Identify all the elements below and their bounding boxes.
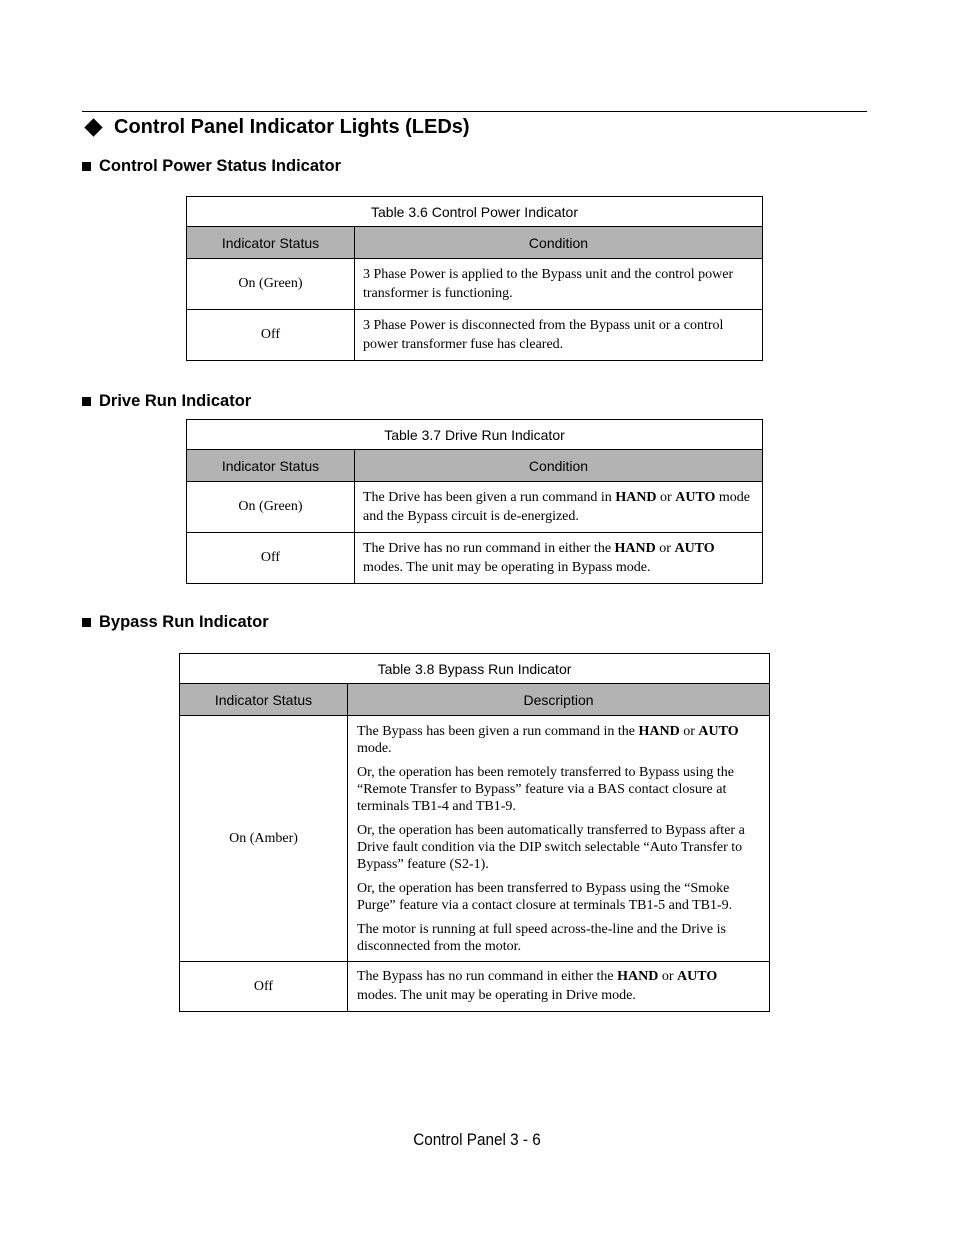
condition-cell: The Drive has been given a run command in HAND or AUTO mode and the Bypass circuit is de-energized. <box>355 482 763 533</box>
column-header-status: Indicator Status <box>180 684 348 716</box>
description-paragraph: Or, the operation has been automatically transferred to Bypass after a Drive fault condition via the DIP switch selectable “Auto Transfer to Bypass” feature (S2-1). <box>357 822 745 872</box>
description-paragraph: The motor is running at full speed across-the-line and the Drive is disconnected from the motor. <box>357 921 726 954</box>
condition-cell: 3 Phase Power is applied to the Bypass unit and the control power transformer is functioning. <box>355 259 763 310</box>
table-row <box>187 310 763 361</box>
description-cell: The Bypass has no run command in either the HAND or AUTO modes. The unit may be operating in Drive mode. <box>348 962 770 1012</box>
square-bullet-icon <box>82 162 91 171</box>
table-caption: Table 3.6 Control Power Indicator <box>187 197 763 227</box>
subsection-heading-drive-run <box>82 391 251 411</box>
subsection-heading-control-power <box>82 156 341 176</box>
table-drive-run-indicator <box>186 419 763 584</box>
section-heading <box>82 114 470 140</box>
subsection-title: Bypass Run Indicator <box>99 613 269 631</box>
condition-cell: 3 Phase Power is disconnected from the Bypass unit or a control power transformer fuse has cleared. <box>355 310 763 361</box>
section-title: Control Panel Indicator Lights (LEDs) <box>114 116 470 138</box>
table-row <box>187 259 763 310</box>
table-control-power-indicator <box>186 196 763 361</box>
column-header-condition: Condition <box>355 450 763 482</box>
table-row <box>187 482 763 533</box>
square-bullet-icon <box>82 618 91 627</box>
status-cell: Off <box>180 962 348 1012</box>
description-paragraph: Or, the operation has been remotely transferred to Bypass using the “Remote Transfer to Bypass” feature via a BAS contact closure at terminals TB1-4 and TB1-9. <box>357 764 734 814</box>
diamond-bullet-icon <box>84 118 102 136</box>
table-row <box>180 716 770 962</box>
column-header-description: Description <box>348 684 770 716</box>
condition-cell: The Drive has no run command in either the HAND or AUTO modes. The unit may be operating in Bypass mode. <box>355 533 763 584</box>
description-paragraph: The Bypass has been given a run command in the HAND or AUTO mode. <box>357 723 739 756</box>
table-row <box>187 533 763 584</box>
description-cell <box>348 716 770 962</box>
subsection-title: Control Power Status Indicator <box>99 157 342 175</box>
column-header-status: Indicator Status <box>187 227 355 259</box>
status-cell: Off <box>187 533 355 584</box>
status-cell: On (Amber) <box>180 716 348 962</box>
header-rule <box>82 111 867 112</box>
table-row <box>180 962 770 1012</box>
table-bypass-run-indicator <box>179 653 770 1012</box>
column-header-status: Indicator Status <box>187 450 355 482</box>
status-cell: On (Green) <box>187 482 355 533</box>
status-cell: Off <box>187 310 355 361</box>
table-caption: Table 3.7 Drive Run Indicator <box>187 420 763 450</box>
table-caption: Table 3.8 Bypass Run Indicator <box>180 654 770 684</box>
subsection-title: Drive Run Indicator <box>99 392 252 410</box>
subsection-heading-bypass-run <box>82 612 269 632</box>
status-cell: On (Green) <box>187 259 355 310</box>
square-bullet-icon <box>82 397 91 406</box>
description-paragraph: Or, the operation has been transferred to Bypass using the “Smoke Purge” feature via a contact closure at terminals TB1-5 and TB1-9. <box>357 880 733 913</box>
column-header-condition: Condition <box>355 227 763 259</box>
page-footer: Control Panel 3 - 6 <box>413 1130 541 1149</box>
